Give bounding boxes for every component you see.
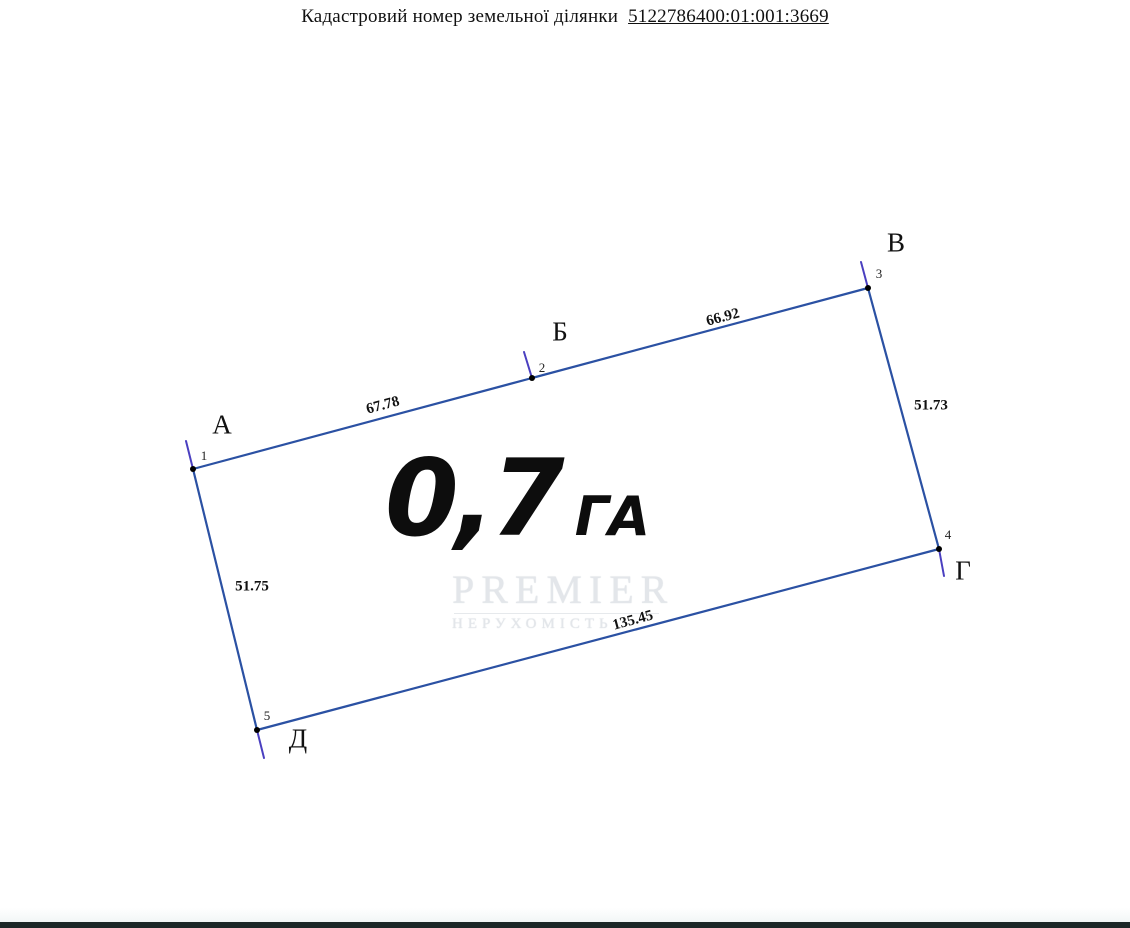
survey-tick-5	[257, 730, 264, 758]
title-prefix: Кадастровий номер земельної ділянки	[301, 6, 619, 27]
vertex-number-3: 3	[875, 266, 883, 281]
vertex-number-5: 5	[263, 708, 271, 723]
boundary-edge-В-Г	[868, 288, 939, 549]
survey-tick-3	[861, 262, 868, 288]
edge-length-В-Г: 51.73	[914, 397, 948, 414]
vertex-number-2: 2	[538, 360, 546, 375]
vertex-dot-3	[865, 285, 871, 291]
watermark-brand: PREMIER	[452, 567, 675, 612]
watermark-subtitle: НЕРУХОМІСТЬ	[452, 616, 613, 632]
vertex-letter-5: Д	[288, 723, 308, 754]
boundary-edge-Г-Д	[257, 549, 939, 730]
vertex-dot-4	[936, 546, 942, 552]
boundary-edge-Б-В	[532, 288, 868, 378]
vertex-dot-2	[529, 375, 535, 381]
boundary-edge-Д-А	[193, 469, 257, 730]
area-unit: ГА	[574, 485, 649, 548]
area-value: 0,7	[385, 437, 561, 560]
edge-length-Б-В: 66.92	[704, 305, 742, 330]
survey-tick-4	[939, 549, 944, 576]
cadastral-number: 5122786400:01:001:3669	[628, 6, 829, 27]
edge-length-А-Б: 67.78	[364, 393, 402, 418]
vertex-number-1: 1	[200, 448, 208, 463]
area-label	[385, 437, 649, 560]
vertex-dot-5	[254, 727, 260, 733]
vertex-letter-2: Б	[552, 316, 568, 347]
bottom-bar	[0, 922, 1130, 928]
vertex-number-4: 4	[944, 527, 952, 542]
vertex-letter-3: В	[886, 227, 906, 258]
survey-tick-1	[186, 441, 193, 469]
vertex-dot-1	[190, 466, 196, 472]
vertex-letter-1: А	[212, 409, 232, 440]
edge-length-Г-Д: 135.45	[610, 607, 655, 634]
bottom-fade	[0, 908, 1130, 922]
survey-tick-2	[524, 352, 532, 378]
edge-length-Д-А: 51.75	[235, 578, 269, 595]
vertex-letter-4: Г	[955, 555, 971, 586]
